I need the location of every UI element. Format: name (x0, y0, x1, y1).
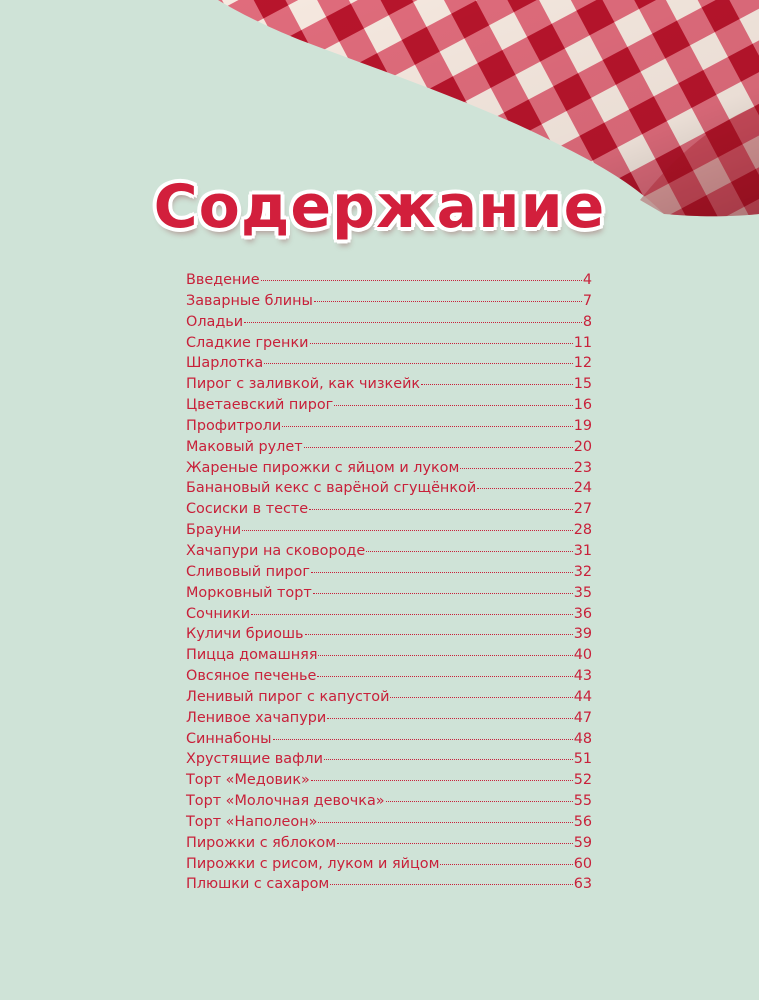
toc-entry-label: Шарлотка (186, 355, 264, 372)
toc-leader-dots (334, 405, 572, 406)
toc-entry[interactable] (186, 689, 592, 710)
toc-leader-dots (273, 739, 573, 740)
toc-entry-page: 19 (573, 417, 592, 434)
toc-entry-label: Заварные блины (186, 292, 313, 309)
toc-leader-dots (337, 843, 573, 844)
toc-entry[interactable] (186, 501, 592, 522)
toc-entry-label: Сладкие гренки (186, 334, 309, 351)
toc-entry-page: 8 (582, 313, 592, 330)
toc-leader-dots (440, 864, 572, 865)
toc-entry[interactable] (186, 647, 592, 668)
toc-entry-label: Пирог с заливкой, как чизкейк (186, 376, 421, 393)
toc-leader-dots (313, 593, 573, 594)
toc-entry-page: 51 (573, 751, 592, 768)
toc-entry-page: 7 (582, 292, 592, 309)
toc-entry-label: Хрустящие вафли (186, 751, 323, 768)
toc-entry-label: Синнабоны (186, 730, 272, 747)
toc-entry-page: 31 (573, 542, 592, 559)
toc-entry-label: Торт «Молочная девочка» (186, 793, 385, 810)
toc-entry-label: Маковый рулет (186, 438, 303, 455)
toc-entry-label: Сочники (186, 605, 251, 622)
toc-entry[interactable] (186, 772, 592, 793)
toc-entry[interactable] (186, 585, 592, 606)
toc-entry-label: Пирожки с яблоком (186, 834, 337, 851)
toc-entry-label: Куличи бриошь (186, 626, 304, 643)
toc-leader-dots (242, 530, 573, 531)
toc-leader-dots (264, 363, 572, 364)
toc-entry-page: 4 (582, 272, 592, 288)
toc-entry-label: Введение (186, 272, 260, 288)
toc-leader-dots (314, 301, 582, 302)
toc-entry-page: 23 (573, 459, 592, 476)
toc-entry[interactable] (186, 293, 592, 314)
toc-entry-page: 40 (573, 647, 592, 664)
toc-entry[interactable] (186, 856, 592, 877)
toc-entry-page: 48 (573, 730, 592, 747)
toc-entry-label: Пирожки с рисом, луком и яйцом (186, 855, 440, 872)
toc-entry-page: 24 (573, 480, 592, 497)
toc-entry[interactable] (186, 731, 592, 752)
toc-leader-dots (460, 468, 572, 469)
toc-leader-dots (330, 884, 572, 885)
toc-entry-label: Хачапури на сковороде (186, 542, 366, 559)
toc-entry[interactable] (186, 355, 592, 376)
toc-entry-page: 20 (573, 438, 592, 455)
toc-leader-dots (310, 343, 573, 344)
toc-entry-page: 28 (573, 522, 592, 539)
toc-leader-dots (390, 697, 572, 698)
toc-entry[interactable] (186, 272, 592, 293)
toc-entry-page: 36 (573, 605, 592, 622)
toc-entry-page: 47 (573, 709, 592, 726)
toc-entry[interactable] (186, 835, 592, 856)
toc-entry[interactable] (186, 564, 592, 585)
toc-entry-label: Торт «Медовик» (186, 772, 310, 789)
toc-entry[interactable] (186, 335, 592, 356)
toc-entry-page: 32 (573, 563, 592, 580)
toc-entry[interactable] (186, 460, 592, 481)
toc-entry-page: 52 (573, 772, 592, 789)
toc-leader-dots (386, 801, 573, 802)
toc-entry[interactable] (186, 543, 592, 564)
toc-leader-dots (324, 759, 573, 760)
toc-entry[interactable] (186, 376, 592, 397)
toc-leader-dots (318, 655, 572, 656)
page-title: Содержание (153, 172, 606, 242)
toc-entry-label: Брауни (186, 522, 242, 539)
toc-entry-page: 27 (573, 501, 592, 518)
toc-entry[interactable] (186, 751, 592, 772)
toc-entry-label: Профитроли (186, 417, 282, 434)
toc-entry-page: 55 (573, 793, 592, 810)
toc-entry[interactable] (186, 606, 592, 627)
toc-entry[interactable] (186, 814, 592, 835)
toc-leader-dots (317, 676, 572, 677)
toc-entry-label: Пицца домашняя (186, 647, 318, 664)
toc-entry-page: 44 (573, 688, 592, 705)
toc-entry-label: Овсяное печенье (186, 668, 317, 685)
table-of-contents (186, 272, 592, 897)
toc-leader-dots (309, 509, 573, 510)
toc-leader-dots (421, 384, 573, 385)
toc-leader-dots (261, 280, 582, 281)
toc-entry-label: Плюшки с сахаром (186, 876, 330, 893)
toc-leader-dots (304, 447, 573, 448)
toc-entry[interactable] (186, 710, 592, 731)
toc-leader-dots (327, 718, 572, 719)
toc-entry[interactable] (186, 314, 592, 335)
toc-leader-dots (305, 634, 573, 635)
toc-entry-label: Торт «Наполеон» (186, 813, 318, 830)
toc-entry-label: Цветаевский пирог (186, 397, 334, 414)
toc-entry[interactable] (186, 397, 592, 418)
toc-entry-page: 11 (573, 334, 592, 351)
toc-entry-page: 56 (573, 813, 592, 830)
toc-entry-label: Морковный торт (186, 584, 312, 601)
toc-leader-dots (244, 322, 582, 323)
toc-entry[interactable] (186, 626, 592, 647)
toc-entry-page: 16 (573, 397, 592, 414)
toc-entry-page: 63 (573, 876, 592, 893)
toc-entry[interactable] (186, 480, 592, 501)
toc-entry-page: 60 (573, 855, 592, 872)
toc-entry-label: Сливовый пирог (186, 563, 310, 580)
toc-entry-label: Оладьи (186, 313, 244, 330)
toc-entry-page: 15 (573, 376, 592, 393)
toc-entry[interactable] (186, 522, 592, 543)
toc-entry[interactable] (186, 439, 592, 460)
toc-entry-label: Ленивое хачапури (186, 709, 327, 726)
toc-leader-dots (366, 551, 572, 552)
toc-entry-page: 43 (573, 668, 592, 685)
toc-entry[interactable] (186, 876, 592, 897)
toc-entry[interactable] (186, 668, 592, 689)
toc-leader-dots (477, 488, 572, 489)
toc-entry[interactable] (186, 418, 592, 439)
toc-entry-page: 39 (573, 626, 592, 643)
toc-leader-dots (282, 426, 572, 427)
toc-entry-page: 59 (573, 834, 592, 851)
toc-entry-label: Ленивый пирог с капустой (186, 688, 390, 705)
toc-entry-label: Сосиски в тесте (186, 501, 309, 518)
toc-entry[interactable] (186, 793, 592, 814)
toc-leader-dots (311, 780, 573, 781)
toc-entry-page: 35 (573, 584, 592, 601)
toc-leader-dots (311, 572, 573, 573)
toc-leader-dots (251, 614, 573, 615)
toc-entry-page: 12 (573, 355, 592, 372)
toc-entry-label: Банановый кекс с варёной сгущёнкой (186, 480, 477, 497)
toc-entry-label: Жареные пирожки с яйцом и луком (186, 459, 460, 476)
toc-leader-dots (318, 822, 572, 823)
